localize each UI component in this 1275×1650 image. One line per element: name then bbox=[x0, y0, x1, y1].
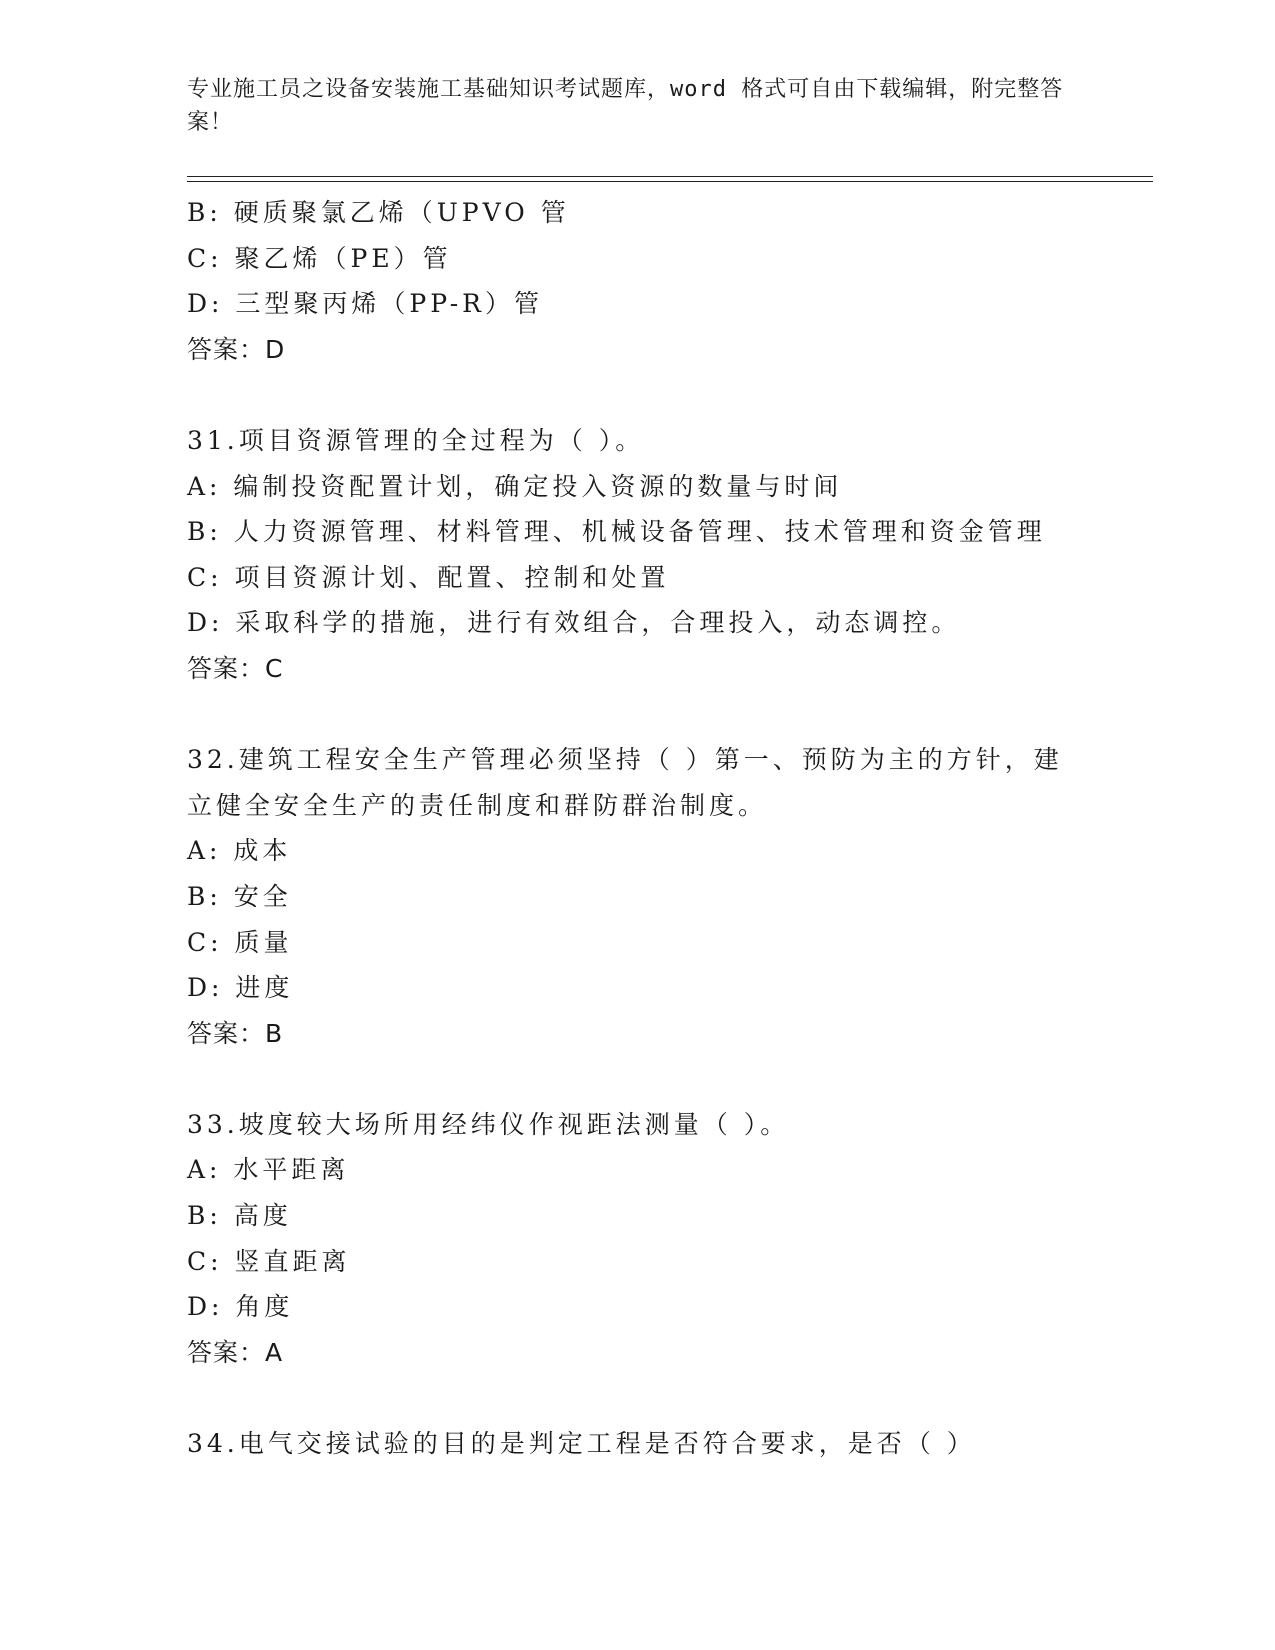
question-stem: 34.电气交接试验的目的是判定工程是否符合要求，是否（ ） bbox=[187, 1429, 976, 1459]
question-stem: 32.建筑工程安全生产管理必须坚持（ ）第一、预防为主的方针，建立健全安全生产的责任制度和群防群治制度。 bbox=[187, 745, 1063, 820]
option-d: D: 进度 bbox=[187, 973, 294, 1003]
option-c: C: 质量 bbox=[187, 927, 293, 957]
option-a: A: 编制投资配置计划，确定投入资源的数量与时间 bbox=[187, 471, 843, 501]
question-stem: 33.坡度较大场所用经纬仪作视距法测量（ ）。 bbox=[187, 1109, 790, 1139]
option-b: B: 高度 bbox=[187, 1201, 292, 1231]
option-a: A: 成本 bbox=[187, 836, 292, 866]
answer-label: 答案：A bbox=[187, 1337, 284, 1367]
option-d: D: 角度 bbox=[187, 1292, 294, 1322]
option-c: C: 项目资源计划、配置、控制和处置 bbox=[187, 562, 670, 592]
option-d: D: 采取科学的措施，进行有效组合，合理投入，动态调控。 bbox=[187, 608, 961, 638]
answer-label: 答案：D bbox=[187, 334, 286, 364]
question-stem: 31.项目资源管理的全过程为（ ）。 bbox=[187, 425, 645, 455]
option-b: B: 人力资源管理、材料管理、机械设备管理、技术管理和资金管理 bbox=[187, 517, 1046, 547]
header-rule-bottom bbox=[187, 181, 1153, 182]
question-content bbox=[187, 190, 1087, 1467]
option-c: C: 竖直距离 bbox=[187, 1246, 351, 1276]
option-c: C: 聚乙烯（PE）管 bbox=[187, 243, 452, 273]
header-rule-top bbox=[187, 176, 1153, 177]
page-header: 专业施工员之设备安装施工基础知识考试题库，word 格式可自由下载编辑，附完整答案！ bbox=[187, 77, 1064, 135]
option-b: B: 安全 bbox=[187, 881, 292, 911]
answer-label: 答案：B bbox=[187, 1018, 284, 1048]
option-b: B: 硬质聚氯乙烯（UPVO 管 bbox=[187, 198, 570, 227]
answer-label: 答案：C bbox=[187, 653, 284, 683]
option-a: A: 水平距离 bbox=[187, 1155, 350, 1185]
option-d: D: 三型聚丙烯（PP-R）管 bbox=[187, 289, 543, 319]
